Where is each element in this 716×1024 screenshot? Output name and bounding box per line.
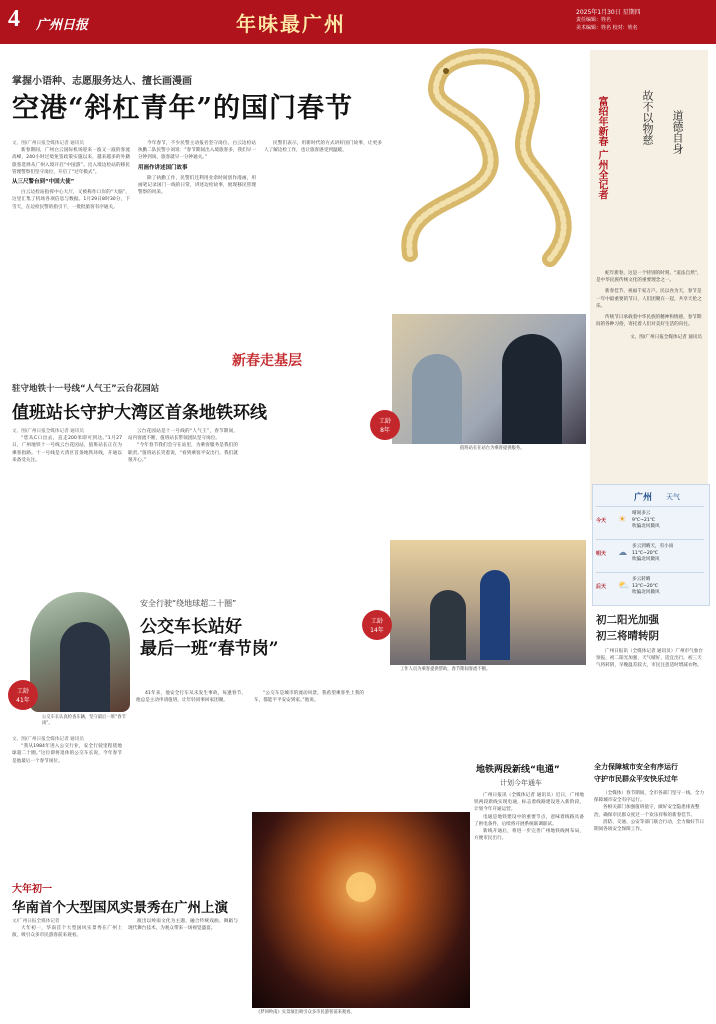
essay-para-3: 传统节日承载着中华民族的精神和情感，春节期间的各种习俗，寄托着人们对美好生活的向往。 bbox=[596, 315, 702, 328]
bus-badge-years: 41年 bbox=[16, 697, 30, 704]
weather-row bbox=[596, 539, 704, 572]
section-title: 年味最广州 bbox=[236, 12, 346, 36]
weather-desc: 晴间多云 bbox=[632, 511, 651, 516]
safety-title-2: 守护市民群众平安快乐过年 bbox=[594, 775, 678, 783]
lead-para-4: 除了执勤工作，民警们还利用业余时间创作漫画，用画笔记录国门一线的日常，讲述边检故事，展现移民管理警察的风采。 bbox=[138, 175, 256, 196]
badge-2-years: 14年 bbox=[370, 627, 384, 634]
show-col-2 bbox=[128, 918, 238, 932]
weather-desc: 多云到晴天，有小雨 bbox=[632, 544, 674, 549]
bus-col-2 bbox=[136, 690, 246, 704]
safety-para-2: 各相关部门加强值班值守，做好安全隐患排查整治，确保市民群众度过一个欢乐祥和的新春佳节。 bbox=[594, 805, 700, 818]
metro-col-2 bbox=[128, 428, 238, 464]
calligraphy-title: 故不以物慈 bbox=[641, 90, 654, 145]
show-byline: 文/广州日报全媒体记者 bbox=[12, 919, 60, 924]
weather-para: 广州日报讯（全媒体记者 通讯员）广州市气象台预报，初二阳光加强，天气晴好，适宜出行。初三天气将转阴，早晚温差较大，市民注意适时增减衣物。 bbox=[596, 649, 703, 669]
essay-para-2: 新春佳节，祝福千家万户。民以食为天，春节是一年中最重要的节日，人们团聚在一起，共享天伦之乐。 bbox=[596, 289, 702, 309]
safety-title-1: 全力保障城市安全有序运行 bbox=[594, 763, 678, 771]
metro-kicker: 驻守地铁十一号线“人气王”云台花园站 bbox=[12, 384, 160, 394]
bus-title-2: 最后一班“春节岗” bbox=[140, 639, 279, 659]
weather-headline-1: 初二阳光加强 bbox=[596, 614, 659, 626]
lead-col-1 bbox=[12, 140, 130, 211]
weather-day: 后天 bbox=[596, 584, 607, 590]
stage-lantern bbox=[346, 872, 376, 902]
sidebar-essay bbox=[596, 270, 702, 342]
bus-para-2: 41年来，他安全行车从未发生事故，每逢春节，他总是主动申请值班，让年轻同事回家团聚。 bbox=[136, 691, 246, 704]
officer-figure bbox=[502, 334, 562, 444]
bus-kicker: 安全行驶“绕地球超二十圈” bbox=[140, 599, 237, 608]
metro-badge-1 bbox=[370, 410, 400, 440]
metro2-kicker: 地铁两段新线“电通” bbox=[476, 765, 560, 775]
weather-row bbox=[596, 572, 704, 605]
weather-label: 天气 bbox=[666, 493, 680, 501]
weather-info bbox=[632, 573, 660, 605]
show-kicker: 大年初一 bbox=[12, 884, 52, 895]
bus-badge bbox=[8, 680, 38, 710]
lead-para-3: 今年春节，不少民警主动报名坚守岗位。白云边检站执勤二队民警小刘说：“春节期间出入境旅客多，我们早一分钟到岗，旅客就早一分钟通关。” bbox=[138, 141, 256, 161]
lead-para-2: 白云边检站指挥中心大厅，又被称作口岸的“大脑”，这里汇集了机场各项信息与数据。1月29日8时30分，下雪天，在边检民警的指引下，一批批旅客有序通关。 bbox=[12, 190, 130, 210]
section-tag: 新春走基层 bbox=[232, 353, 302, 369]
metro-para-2: 云台花园站是十一号线的“人气王”，春节期间，站内客流不断，值班站长带领团队坚守岗位。 bbox=[128, 429, 238, 442]
metro-title: 值班站长守护大湾区首条地铁环线 bbox=[12, 403, 267, 423]
weather-wind: 吹偏北风微风 bbox=[632, 590, 660, 595]
weather-temp: 9℃~21℃ bbox=[632, 517, 655, 523]
metro-photo-2 bbox=[390, 540, 586, 665]
bus-col-3 bbox=[254, 690, 364, 704]
bus-photo-caption: 公交车长认真检查车辆，坚守最后一班“春节岗”。 bbox=[42, 715, 126, 726]
essay-para-1: 蛇年新春，这是一个特别的时刻。“道法自然”，是中华民族传统文化的重要理念之一。 bbox=[596, 271, 702, 284]
lead-col-2 bbox=[138, 140, 256, 196]
traveler-figure bbox=[412, 354, 462, 444]
show-para-2: 演出以岭南文化为主题，融合传统戏曲、舞蹈与现代舞台技术，为观众带来一场视觉盛宴。 bbox=[128, 919, 238, 932]
weather-info bbox=[632, 507, 660, 539]
header-designer: 美术编辑：姓名 校对：姓名 bbox=[576, 25, 638, 31]
badge-1-years: 8年 bbox=[380, 427, 390, 434]
lead-col-3 bbox=[264, 140, 382, 154]
weather-temp: 13℃~20℃ bbox=[632, 583, 658, 589]
metro2-sub: 计划今年通车 bbox=[500, 779, 542, 787]
lead-para-1: 新春期间，广州白云国际机场迎来一波又一波的客流高峰，240小时过境免签政策实施以来，越来越多的外籍旅客选择从广州入境开启“中国游”。出入境边检站的移民管理警察们坚守岗位，开启了“过年模式”。 bbox=[12, 148, 130, 175]
show-para-1: 大年初一，华南首个大型国风实景秀在广州上演，吸引众多市民游客前来观看。 bbox=[12, 926, 122, 939]
safety-para-3: 消防、交通、公安等部门联合行动，全力做好节日期间各项安全保障工作。 bbox=[594, 819, 705, 833]
weather-wind: 吹偏北风微风 bbox=[632, 557, 660, 562]
lead-title: 空港“斜杠青年”的国门春节 bbox=[12, 93, 354, 124]
header-editors: 责任编辑：姓名 bbox=[576, 17, 612, 23]
metro2-para-3: 新线开通后，将进一步完善广州地铁线网布局，方便市民出行。 bbox=[474, 829, 584, 842]
snake-illustration bbox=[380, 44, 590, 284]
show-photo bbox=[252, 812, 470, 1008]
metro-para-3: “今年春节我们会守在站里，为乘客服务是我们的职责。”值班站长笑着说，“看到乘客平安出行，我们就很开心。” bbox=[128, 443, 238, 463]
metro2-para-1: 广州日报讯（全媒体记者 通讯员）近日，广州地铁两段新线实现电通，标志着线路建设进入新阶段，计划今年开通运营。 bbox=[474, 793, 584, 813]
weather-desc: 多云转晴 bbox=[632, 577, 651, 582]
wheelchair-passenger bbox=[430, 590, 466, 660]
driver-figure bbox=[60, 622, 110, 712]
badge-1-label: 工龄 bbox=[378, 418, 391, 425]
header-date: 2025年1月30日 星期四 bbox=[576, 9, 641, 16]
metro-para-1: “您从C口出去，直走200米即可到达。”1月27日，广州地铁十一号线云台花园站，值班站长正在为乘客指路。十一号线是大湾区首条地铁环线，开通以来备受关注。 bbox=[12, 436, 122, 463]
sidebar-vertical-heading: 富绍年新春 广州全记者 bbox=[596, 96, 607, 200]
paper-name: 广州日报 bbox=[36, 18, 89, 33]
badge-2-label: 工龄 bbox=[370, 618, 383, 625]
lead-para-5: 民警们表示，用新时代的方式讲好国门故事，让更多人了解边检工作，也让旅客感受到温暖。 bbox=[264, 141, 382, 154]
metro-photo-2-caption: 工作人员为乘客提供帮助，春节期间客流不断。 bbox=[400, 667, 491, 672]
lead-byline: 文、图/广州日报全媒体记者 通讯员 bbox=[12, 141, 84, 146]
cloud-sun-icon: ⛅ bbox=[618, 581, 630, 591]
bus-badge-label: 工龄 bbox=[16, 688, 29, 695]
lead-kicker: 掌握小语种、志愿服务达人、擅长画漫画 bbox=[12, 76, 192, 87]
show-col-1 bbox=[12, 918, 122, 940]
weather-wind: 吹偏北风微风 bbox=[632, 524, 660, 529]
sun-icon: ☀ bbox=[618, 515, 627, 525]
weather-headline-2: 初三将晴转阴 bbox=[596, 630, 659, 642]
weather-info bbox=[632, 540, 673, 572]
safety-col bbox=[594, 790, 708, 833]
page-number: 4 bbox=[8, 6, 20, 32]
bus-photo bbox=[30, 592, 130, 712]
essay-credit: 文、图/广州日报全媒体记者 通讯员 bbox=[630, 335, 702, 341]
weather-rows bbox=[596, 506, 704, 605]
metro-photo-1 bbox=[392, 314, 586, 444]
bus-para-1: “我从1984年进入公交行业，安全行驶里程绕地球超二十圈。”这位即将退休的公交车长说，今年春节是他最后一个春节岗位。 bbox=[12, 744, 122, 764]
bus-title-1: 公交车长站好 bbox=[140, 617, 242, 637]
weather-day: 今天 bbox=[596, 518, 607, 524]
lead-subhead-1: 从三尺警台到“中国大使” bbox=[12, 179, 75, 186]
bus-byline: 文、图/广州日报全媒体记者 通讯员 bbox=[12, 737, 84, 742]
show-title: 华南首个大型国风实景秀在广州上演 bbox=[12, 900, 228, 916]
calligraphy-sub: 道德自身 bbox=[671, 110, 684, 154]
metro-badge-2 bbox=[362, 610, 392, 640]
safety-para-1: （全媒体）春节期间，全市各部门坚守一线，全力保障城市安全有序运行。 bbox=[594, 791, 705, 804]
metro2-col bbox=[474, 792, 584, 842]
bus-col-1 bbox=[12, 736, 122, 765]
bus-para-3: “公交车是城市的流动风景，我希望乘客坐上我的车，都能平平安安到家。”他说。 bbox=[254, 691, 364, 704]
metro2-para-2: 电通是地铁建设中的重要节点，意味着线路具备了供电条件，后续将开展系统联调联试。 bbox=[474, 814, 584, 827]
metro-photo-1-caption: 值班站长在站台为乘客提供服务。 bbox=[460, 446, 525, 451]
cloud-rain-icon: ☁ bbox=[618, 548, 627, 558]
station-staff bbox=[480, 570, 510, 660]
weather-row bbox=[596, 506, 704, 539]
metro-col-1 bbox=[12, 428, 122, 464]
weather-day: 明天 bbox=[596, 551, 607, 557]
metro-byline: 文、图/广州日报全媒体记者 通讯员 bbox=[12, 429, 84, 434]
weather-temp: 11℃~20℃ bbox=[632, 550, 658, 556]
show-photo-caption: 《梦回岭南》实景演出吸引众多市民游客前来观看。 bbox=[256, 1010, 355, 1015]
lead-subhead-2: 用画作讲述国门故事 bbox=[138, 164, 188, 171]
weather-city: 广州 bbox=[634, 493, 653, 503]
